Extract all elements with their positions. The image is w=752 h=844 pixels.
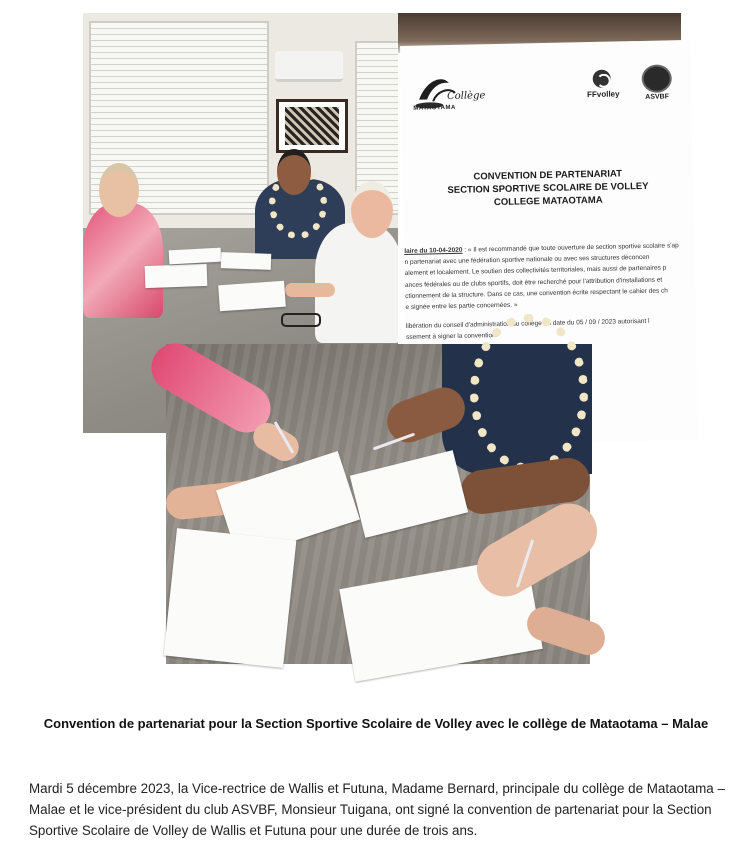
paper-sheet (218, 281, 286, 312)
wall-frame (276, 99, 348, 153)
volleyball-icon (593, 70, 611, 88)
college-logo-text: MATAOTAMA (413, 104, 456, 112)
asvbf-logo: ASVBF (638, 64, 675, 101)
article-body: Mardi 5 décembre 2023, la Vice-rectrice de Wallis et Futuna, Madame Bernard, principale du collège de Mataotama – Malae et le vice-président du club ASVBF, Monsieur Tuigana, ont signé la convention de partenariat pour la Section Sportive Scolaire de Volley de Wallis et Futuna pour une durée de trois ans. (29, 781, 725, 838)
paper-sheet (169, 248, 222, 265)
paper-sheet (145, 264, 208, 288)
glasses-icon (281, 313, 321, 327)
paper-sheet (221, 252, 272, 270)
air-conditioner (275, 51, 343, 82)
convention-sheet (164, 528, 297, 668)
flower-lei (470, 314, 588, 472)
photo-caption: Convention de partenariat pour la Section Sportive Scolaire de Volley avec le collège de Mataotama – Malae (43, 716, 709, 731)
signing-photo (166, 344, 590, 664)
asvbf-crest-icon (641, 64, 672, 93)
ffvolley-logo: FFvolley (587, 69, 618, 99)
document-title: CONVENTION DE PARTENARIAT SECTION SPORTIVE SCOLAIRE DE VOLLEY COLLEGE MATAOTAMA (447, 168, 649, 209)
document-body: laire du 10-04-2020 : « Il est recommandé que toute ouverture de section sportive scolaire s'ap n partenariat avec une fédération sportive nationale ou avec ses structures déconcen alement et localement. Le soutien des collectivités territoriales, mais aussi de partenaires p ances fédérales ou de clubs sportifs, doit être recherché pour l'attribution d'installations et ctionnement de la structure. Dans ce cas, une convention écrite respectant le cahier des ch e signée entre les partie concernées. » libération du conseil d'administration du collège en date du 05 / 09 / 2023 autorisant l ssement à signer la convention. (404, 242, 679, 342)
svg-text:Collège: Collège (446, 90, 486, 103)
